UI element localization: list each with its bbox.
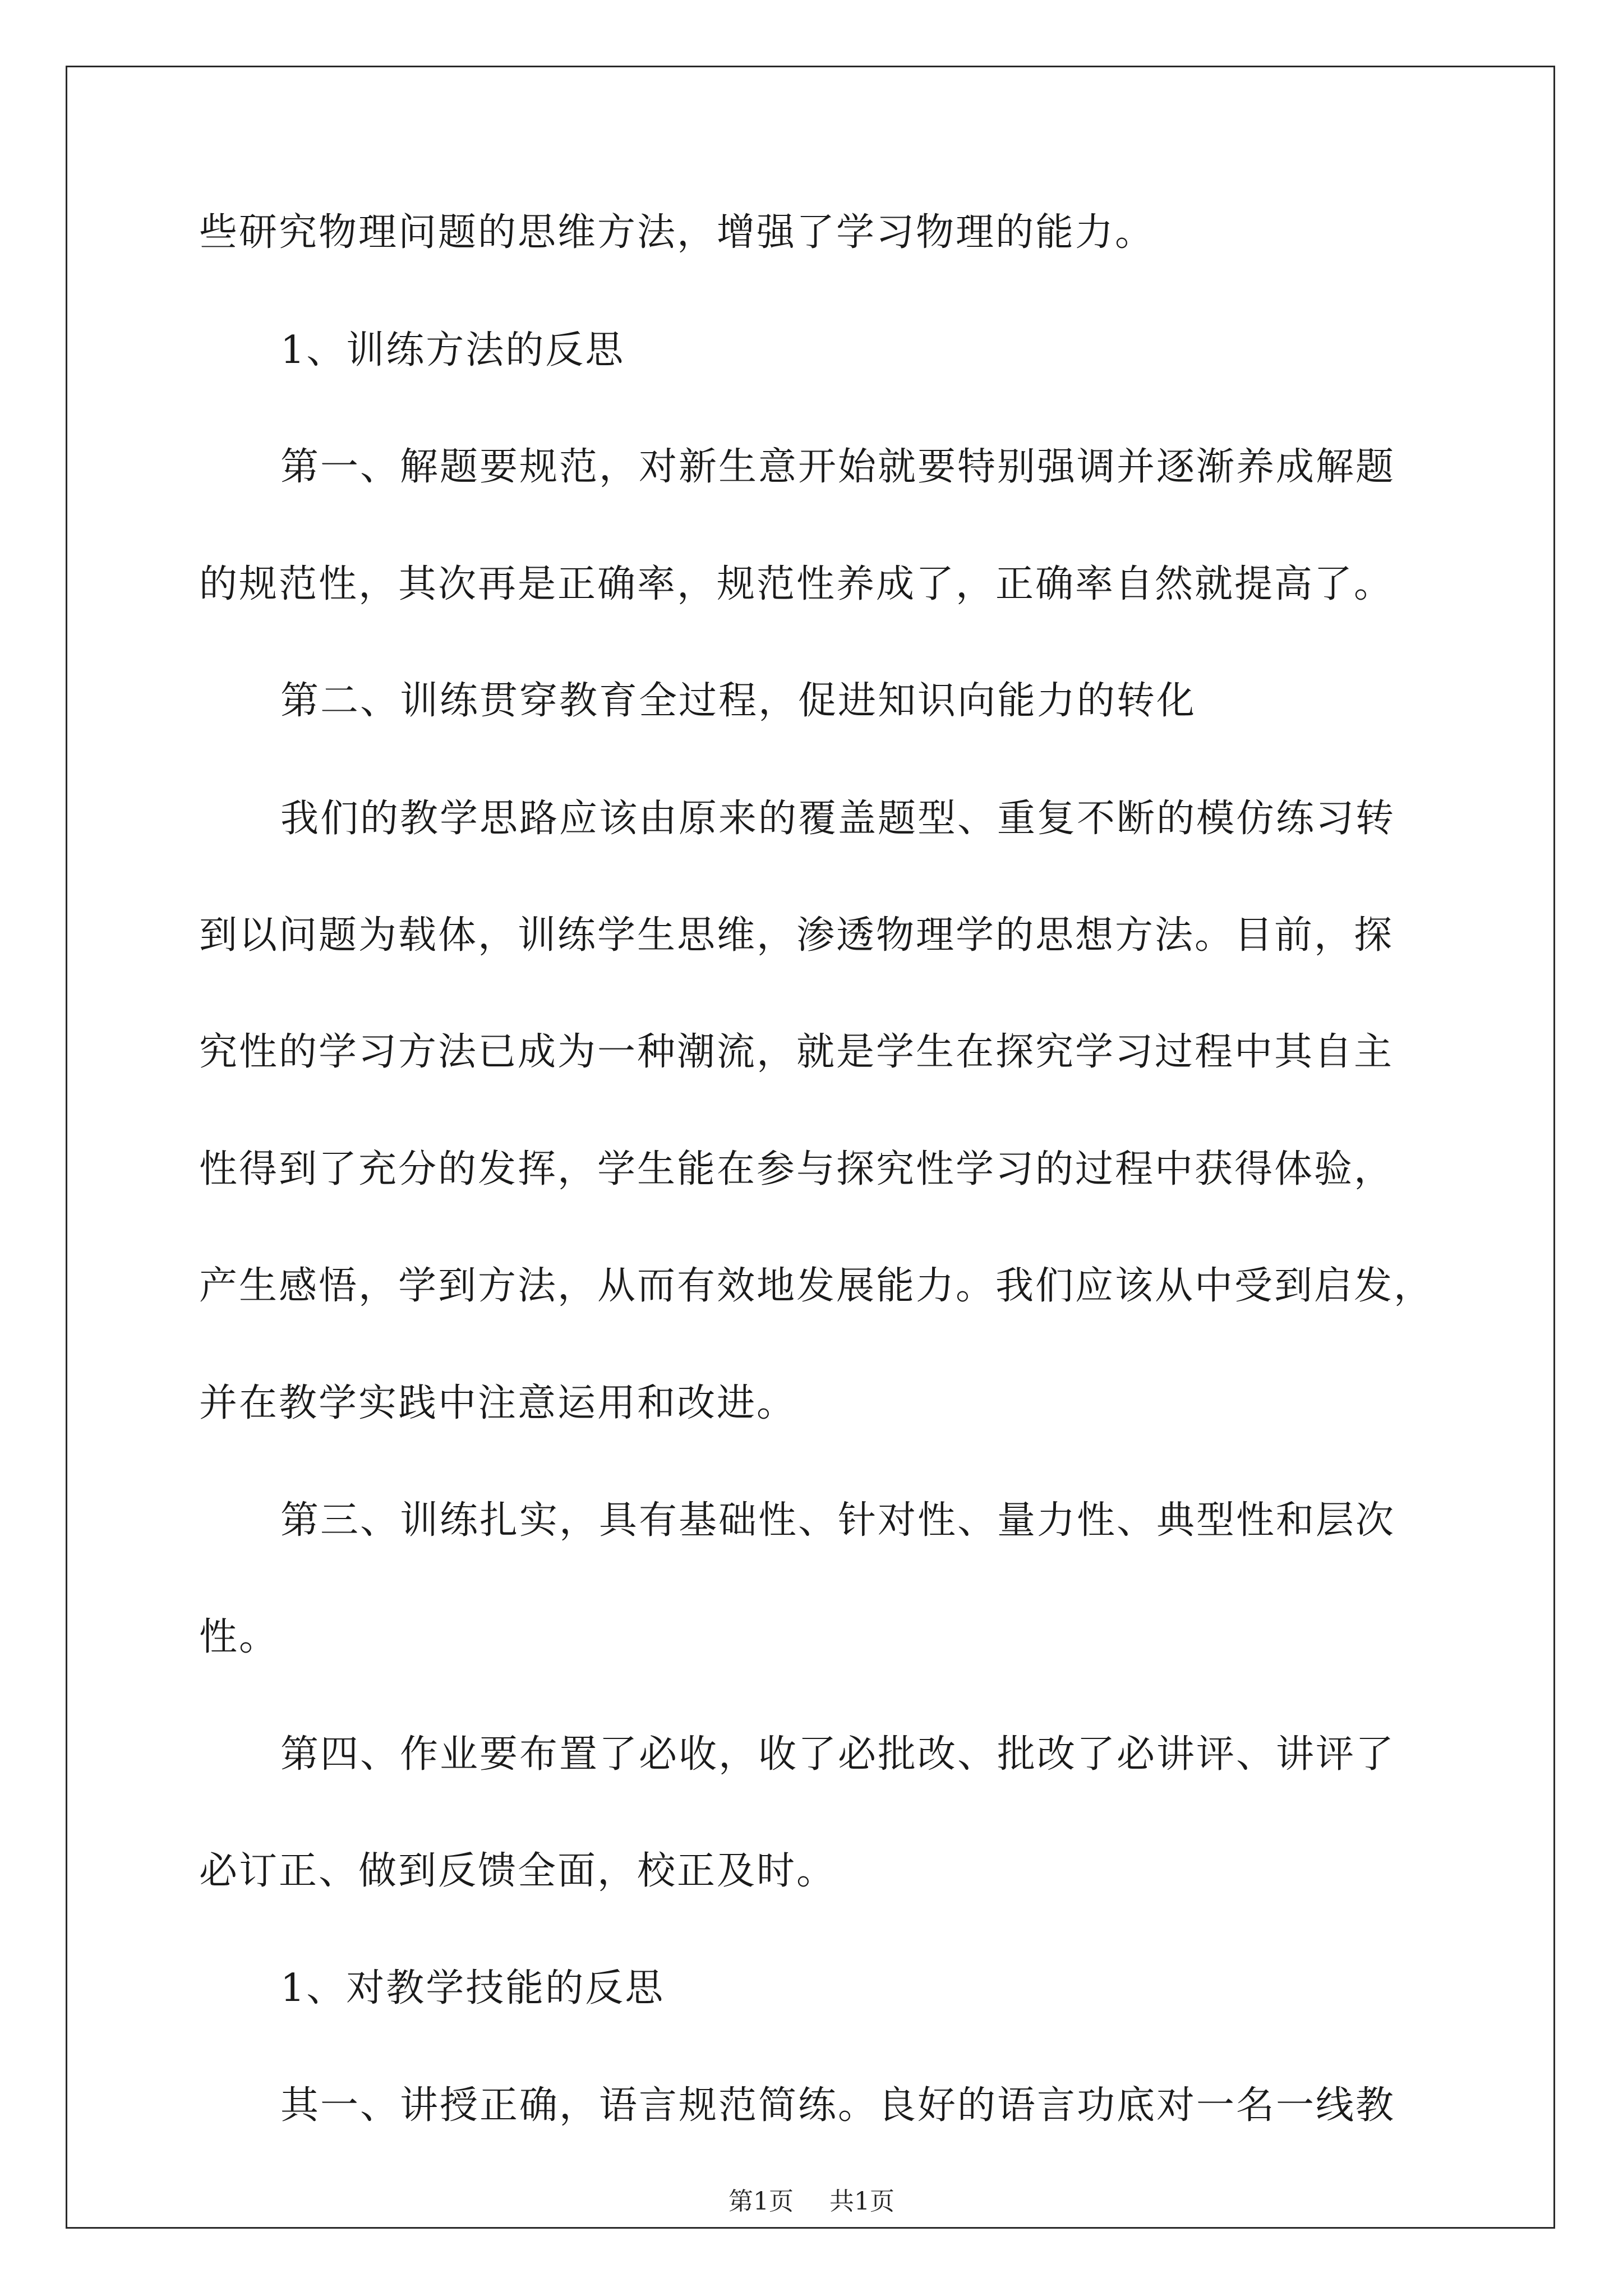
- text-line: 些研究物理问题的思维方法，增强了学习物理的能力。: [199, 210, 1155, 255]
- text-line: 第一、解题要规范，对新生意开始就要特别强调并逐渐养成解题: [280, 445, 1396, 489]
- text-line: 性得到了充分的发挥，学生能在参与探究性学习的过程中获得体验，: [199, 1147, 1394, 1191]
- page-footer: [0, 2185, 1623, 2219]
- page-number-total: 共1页: [829, 2187, 895, 2216]
- text-line: 第四、作业要布置了必收，收了必批改、批改了必讲评、讲评了: [280, 1732, 1396, 1777]
- text-line: 到以问题为载体，训练学生思维，渗透物理学的思想方法。目前，探: [199, 913, 1394, 958]
- page-number-current: 第1页: [728, 2187, 794, 2216]
- text-line: 1、训练方法的反思: [280, 328, 625, 372]
- text-line: 1、对教学技能的反思: [280, 1966, 665, 2010]
- text-line: 的规范性，其次再是正确率，规范性养成了，正确率自然就提高了。: [199, 562, 1394, 606]
- text-line: 性。: [199, 1615, 279, 1659]
- text-line: 必订正、做到反馈全面，校正及时。: [199, 1849, 837, 1893]
- text-line: 究性的学习方法已成为一种潮流，就是学生在探究学习过程中其自主: [199, 1030, 1394, 1074]
- text-line: 第二、训练贯穿教育全过程，促进知识向能力的转化: [280, 679, 1197, 723]
- text-line: 产生感悟，学到方法，从而有效地发展能力。我们应该从中受到启发，: [199, 1264, 1434, 1308]
- text-line: 第三、训练扎实，具有基础性、针对性、量力性、典型性和层次: [280, 1498, 1396, 1543]
- text-line: 我们的教学思路应该由原来的覆盖题型、重复不断的模仿练习转: [280, 797, 1396, 841]
- text-line: 其一、讲授正确，语言规范简练。良好的语言功底对一名一线教: [280, 2083, 1396, 2128]
- text-line: 并在教学实践中注意运用和改进。: [199, 1381, 797, 1425]
